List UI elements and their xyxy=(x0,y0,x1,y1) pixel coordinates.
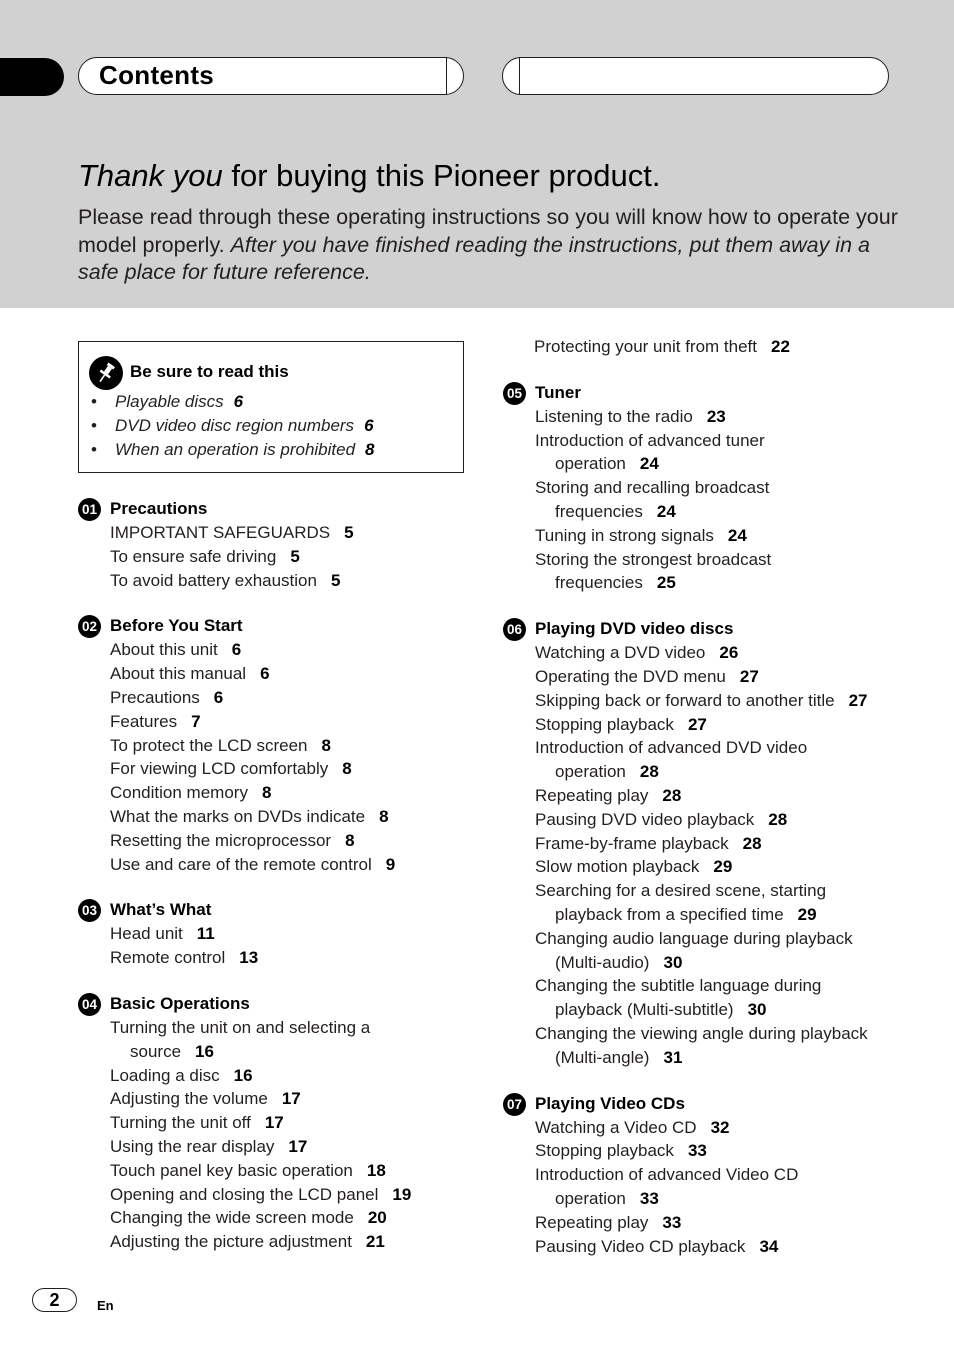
toc-section xyxy=(78,614,478,876)
toc-entry-page: 27 xyxy=(848,690,868,710)
toc-entry-label: Using the rear display xyxy=(110,1136,275,1156)
toc-entry-label: Watching a Video CD xyxy=(535,1117,697,1137)
toc-entry-page: 8 xyxy=(345,830,355,850)
bullet-dot: • xyxy=(91,416,97,435)
toc-entry-label: Slow motion playback xyxy=(535,857,700,877)
section-title: What’s What xyxy=(110,900,212,920)
toc-entry-label: Opening and closing the LCD panel xyxy=(110,1184,379,1204)
toc-entry-page: 5 xyxy=(330,570,341,590)
toc-entry-page: 24 xyxy=(727,525,747,545)
toc-entry-label: Watching a DVD video xyxy=(535,643,706,663)
toc-entry[interactable] xyxy=(78,1016,478,1064)
section-number-badge: 02 xyxy=(78,615,101,638)
toc-entry-page: 31 xyxy=(663,1047,683,1067)
toc-entry-page: 13 xyxy=(239,948,259,968)
toc-entry[interactable] xyxy=(503,665,913,689)
toc-section xyxy=(78,992,478,1254)
toc-entry-page: 17 xyxy=(264,1113,284,1133)
be-sure-title: Be sure to read this xyxy=(130,362,289,381)
be-sure-item-label: DVD video disc region numbers xyxy=(115,416,355,435)
toc-entry-page: 33 xyxy=(639,1188,659,1208)
toc-entry-page: 32 xyxy=(710,1117,730,1137)
toc-entry-page: 33 xyxy=(687,1141,707,1161)
toc-entry[interactable] xyxy=(78,1183,478,1207)
contents-heading: Contents xyxy=(99,60,215,90)
toc-entry[interactable] xyxy=(503,524,913,548)
section-title: Playing Video CDs xyxy=(535,1093,685,1113)
toc-entry[interactable] xyxy=(78,569,478,593)
page-title xyxy=(78,158,660,194)
toc-entry-continuation xyxy=(535,1187,913,1211)
toc-entry[interactable] xyxy=(503,689,913,713)
toc-entry-page: 6 xyxy=(260,664,270,684)
toc-entry-page: 6 xyxy=(213,687,224,707)
toc-entry[interactable] xyxy=(78,781,478,805)
toc-entry-page: 26 xyxy=(719,643,739,663)
section-title: Playing DVD video discs xyxy=(535,619,734,639)
toc-entry-label: Repeating play xyxy=(535,785,649,805)
toc-entry[interactable] xyxy=(78,686,478,710)
toc-entry-label: Tuning in strong signals xyxy=(535,525,714,545)
toc-entry[interactable] xyxy=(78,829,478,853)
toc-entry-label-line2: operation xyxy=(555,762,626,782)
section-title: Precautions xyxy=(110,499,208,518)
intro-paragraph xyxy=(78,204,908,287)
toc-entry-page: 8 xyxy=(342,759,352,779)
section-number-badge: 05 xyxy=(503,382,526,405)
toc-entry-page: 28 xyxy=(639,762,659,782)
toc-entry-page: 28 xyxy=(662,785,682,805)
toc-entry-page: 25 xyxy=(656,573,676,593)
section-heading[interactable] xyxy=(78,898,478,922)
toc-entry[interactable] xyxy=(78,662,478,686)
toc-entry[interactable] xyxy=(503,1139,913,1163)
toc-entry[interactable] xyxy=(78,545,478,569)
toc-entry-label: About this unit xyxy=(110,640,218,660)
toc-entry[interactable] xyxy=(503,855,913,879)
section-title: Basic Operations xyxy=(110,993,250,1013)
toc-entry-page: 24 xyxy=(656,501,676,521)
toc-section xyxy=(503,1092,913,1259)
toc-entry[interactable] xyxy=(503,429,913,477)
section-number-badge: 01 xyxy=(78,498,101,521)
toc-entry-label: Protecting your unit from theft xyxy=(534,337,757,356)
section-heading[interactable] xyxy=(78,614,478,638)
toc-entry[interactable] xyxy=(78,1087,478,1111)
toc-entry-label: Pausing Video CD playback xyxy=(535,1236,746,1256)
toc-entry[interactable] xyxy=(78,1111,478,1135)
toc-entry-page: 29 xyxy=(797,904,817,924)
toc-entry[interactable] xyxy=(503,927,913,975)
be-sure-item[interactable] xyxy=(89,390,453,414)
toc-entry-page: 27 xyxy=(687,714,707,734)
toc-entry-page: 30 xyxy=(747,1000,767,1020)
be-sure-item-page: 6 xyxy=(233,392,244,411)
toc-entry-page: 23 xyxy=(706,406,726,426)
toc-entry-label: Searching for a desired scene, starting xyxy=(535,881,827,901)
toc-section xyxy=(78,497,478,592)
toc-entry-label-line2: operation xyxy=(555,454,626,474)
toc-entry[interactable] xyxy=(503,1235,913,1259)
toc-entry-label: Use and care of the remote control xyxy=(110,854,372,874)
toc-entry[interactable] xyxy=(503,808,913,832)
toc-entry-label: What the marks on DVDs indicate xyxy=(110,806,366,826)
toc-entry[interactable] xyxy=(503,974,913,1022)
toc-entry-continuation xyxy=(535,903,913,927)
toc-entry-page: 19 xyxy=(392,1184,412,1204)
be-sure-item[interactable] xyxy=(89,438,453,462)
toc-entry[interactable] xyxy=(503,1211,913,1235)
toc-entry-label-line2: playback (Multi-subtitle) xyxy=(555,1000,734,1020)
section-number-badge: 04 xyxy=(78,993,101,1016)
be-sure-item-label: Playable discs xyxy=(115,392,224,411)
toc-entry[interactable] xyxy=(78,1206,478,1230)
bullet-dot: • xyxy=(91,440,97,459)
toc-entry-label: Condition memory xyxy=(110,783,248,803)
toc-entry[interactable] xyxy=(503,832,913,856)
toc-entry-page: 22 xyxy=(771,337,790,356)
toc-entry-label: Operating the DVD menu xyxy=(535,666,726,686)
toc-entry[interactable] xyxy=(78,853,478,877)
toc-section xyxy=(503,381,913,595)
toc-entry-page: 7 xyxy=(191,711,201,731)
section-number-badge: 03 xyxy=(78,899,101,922)
toc-entry[interactable] xyxy=(503,335,913,359)
section-title: Before You Start xyxy=(110,616,243,636)
section-number-badge: 06 xyxy=(503,618,526,641)
toc-entry-label-line2: operation xyxy=(555,1188,626,1208)
toc-entry-label: Features xyxy=(110,711,178,731)
section-heading[interactable] xyxy=(503,381,913,405)
toc-entry-label-line2: frequencies xyxy=(555,501,643,521)
toc-entry[interactable] xyxy=(503,784,913,808)
toc-entry-page: 33 xyxy=(662,1212,682,1232)
toc-entry-page: 9 xyxy=(385,854,396,874)
toc-entry-label: Introduction of advanced Video CD xyxy=(535,1165,799,1185)
toc-entry-page: 28 xyxy=(742,833,762,853)
intro-plain: Please read through these operating instructions so you will know how to operate your model properly. xyxy=(78,205,898,257)
toc-entry-label: Touch panel key basic operation xyxy=(110,1160,353,1180)
be-sure-item[interactable] xyxy=(89,414,453,438)
be-sure-item-page: 8 xyxy=(365,440,375,459)
toc-entry[interactable] xyxy=(503,476,913,524)
toc-entry-page: 16 xyxy=(195,1041,214,1061)
toc-entry-label: Stopping playback xyxy=(535,714,674,734)
section-tab-marker xyxy=(0,58,64,96)
toc-entry-label: Adjusting the volume xyxy=(110,1089,268,1109)
toc-entry-page: 8 xyxy=(321,735,331,755)
empty-title-pill xyxy=(502,57,889,95)
section-heading[interactable] xyxy=(503,617,913,641)
left-sections xyxy=(78,497,478,1254)
section-number-badge: 07 xyxy=(503,1093,526,1116)
pill-divider xyxy=(519,57,520,95)
toc-entry-page: 5 xyxy=(344,523,354,542)
toc-entry-label: Loading a disc xyxy=(110,1065,220,1085)
toc-entry-label: Turning the unit on and selecting a xyxy=(110,1017,371,1037)
toc-entry-continuation xyxy=(535,951,913,975)
toc-section xyxy=(78,898,478,970)
toc-entry-page: 20 xyxy=(367,1208,387,1228)
toc-entry-label: Remote control xyxy=(110,948,226,968)
headline-italic: Thank you xyxy=(78,158,223,193)
toc-entry-label-line2: frequencies xyxy=(555,573,643,593)
toc-entry[interactable] xyxy=(78,734,478,758)
toc-entry[interactable] xyxy=(78,521,478,545)
be-sure-item-page: 6 xyxy=(364,416,374,435)
toc-entry[interactable] xyxy=(78,1230,478,1254)
toc-entry-label: Changing the viewing angle during playback xyxy=(535,1023,868,1043)
toc-entry-page: 21 xyxy=(365,1232,385,1252)
toc-entry-page: 8 xyxy=(261,783,272,803)
toc-entry-label: Changing the wide screen mode xyxy=(110,1208,354,1228)
toc-entry-page: 11 xyxy=(196,924,215,944)
toc-entry-label: Skipping back or forward to another title xyxy=(535,690,835,710)
toc-entry-label: Storing the strongest broadcast xyxy=(535,549,772,569)
toc-entry-continuation xyxy=(110,1040,478,1064)
toc-entry[interactable] xyxy=(503,736,913,784)
toc-entry[interactable] xyxy=(78,710,478,734)
toc-entry[interactable] xyxy=(503,405,913,429)
toc-entry-label: Introduction of advanced DVD video xyxy=(535,738,808,758)
toc-entry-label: For viewing LCD comfortably xyxy=(110,759,329,779)
pill-divider xyxy=(446,57,447,95)
toc-entry-page: 16 xyxy=(233,1065,253,1085)
toc-entry-label: Precautions xyxy=(110,687,200,707)
toc-entry-label: Pausing DVD video playback xyxy=(535,809,755,829)
toc-entry-continuation xyxy=(535,452,913,476)
toc-entry[interactable] xyxy=(78,1159,478,1183)
toc-entry-label-line2: source xyxy=(130,1041,182,1061)
toc-entry-continuation xyxy=(535,998,913,1022)
toc-entry-page: 27 xyxy=(739,666,759,686)
toc-entry-continuation xyxy=(535,571,913,595)
toc-entry-page: 24 xyxy=(639,454,659,474)
toc-entry-continuation xyxy=(535,760,913,784)
toc-entry-label: Resetting the microprocessor xyxy=(110,830,332,850)
section-heading[interactable] xyxy=(503,1092,913,1116)
right-sections xyxy=(503,381,913,1259)
toc-entry[interactable] xyxy=(78,1135,478,1159)
page-number: 2 xyxy=(32,1288,77,1312)
toc-entry-page: 28 xyxy=(768,809,788,829)
be-sure-list xyxy=(89,390,453,462)
toc-entry[interactable] xyxy=(78,946,478,970)
toc-entry-label: Stopping playback xyxy=(535,1141,674,1161)
toc-entry-label: Repeating play xyxy=(535,1212,649,1232)
toc-entry-label: To avoid battery exhaustion xyxy=(110,570,317,590)
toc-entry-label: About this manual xyxy=(110,664,247,684)
be-sure-item-label: When an operation is prohibited xyxy=(115,440,356,459)
toc-entry-label-line2: playback from a specified time xyxy=(555,904,784,924)
toc-entry-continuation xyxy=(535,500,913,524)
toc-entry[interactable] xyxy=(78,805,478,829)
toc-entry-page: 18 xyxy=(366,1160,386,1180)
toc-entry[interactable] xyxy=(78,638,478,662)
toc-entry-page: 29 xyxy=(713,857,733,877)
toc-entry-page: 5 xyxy=(290,546,300,566)
toc-entry-label: Frame-by-frame playback xyxy=(535,833,729,853)
toc-entry-label: Changing the subtitle language during xyxy=(535,976,822,996)
toc-entry-label: Introduction of advanced tuner xyxy=(535,430,765,450)
toc-entry-page: 34 xyxy=(759,1236,779,1256)
headline-rest: for buying this Pioneer product. xyxy=(222,158,661,193)
language-label: En xyxy=(97,1298,114,1313)
toc-entry[interactable] xyxy=(503,641,913,665)
be-sure-box xyxy=(78,341,464,473)
toc-entry[interactable] xyxy=(503,1163,913,1211)
toc-entry-page: 8 xyxy=(379,806,389,826)
pushpin-icon xyxy=(89,356,123,390)
toc-entry-label: To protect the LCD screen xyxy=(110,735,308,755)
section-title: Tuner xyxy=(535,382,581,402)
toc-entry-label: Changing audio language during playback xyxy=(535,928,853,948)
toc-entry-page: 17 xyxy=(281,1089,301,1109)
toc-entry[interactable] xyxy=(78,1064,478,1088)
toc-entry[interactable] xyxy=(503,548,913,596)
toc-entry-label: Turning the unit off xyxy=(110,1113,251,1133)
toc-entry-label-line2: (Multi-audio) xyxy=(555,952,650,972)
toc-entry-page: 6 xyxy=(231,640,242,660)
contents-title-pill xyxy=(78,57,464,95)
toc-entry-page: 17 xyxy=(288,1136,308,1156)
section-heading[interactable] xyxy=(78,497,478,521)
toc-entry-label: Adjusting the picture adjustment xyxy=(110,1232,352,1252)
toc-entry-label: Storing and recalling broadcast xyxy=(535,478,770,498)
toc-entry-label: IMPORTANT SAFEGUARDS xyxy=(110,523,331,542)
toc-entry[interactable] xyxy=(78,922,478,946)
toc-entry[interactable] xyxy=(503,1116,913,1140)
toc-left-column xyxy=(78,336,478,1276)
toc-entry-continuation xyxy=(535,1046,913,1070)
section-heading[interactable] xyxy=(78,992,478,1016)
toc-section xyxy=(503,617,913,1069)
toc-entry-label: To ensure safe driving xyxy=(110,546,277,566)
toc-entry-label: Head unit xyxy=(110,924,183,944)
toc-right-column xyxy=(503,336,913,1280)
bullet-dot: • xyxy=(91,392,97,411)
toc-entry[interactable] xyxy=(503,713,913,737)
toc-entry-page: 30 xyxy=(663,952,683,972)
intro-italic: After you have finished reading the instructions, put them away in a safe place for future reference. xyxy=(78,232,870,284)
toc-entry[interactable] xyxy=(78,757,478,781)
toc-entry[interactable] xyxy=(503,1022,913,1070)
toc-entry-label: Listening to the radio xyxy=(535,406,693,426)
toc-entry-label-line2: (Multi-angle) xyxy=(555,1047,650,1067)
toc-entry[interactable] xyxy=(503,879,913,927)
